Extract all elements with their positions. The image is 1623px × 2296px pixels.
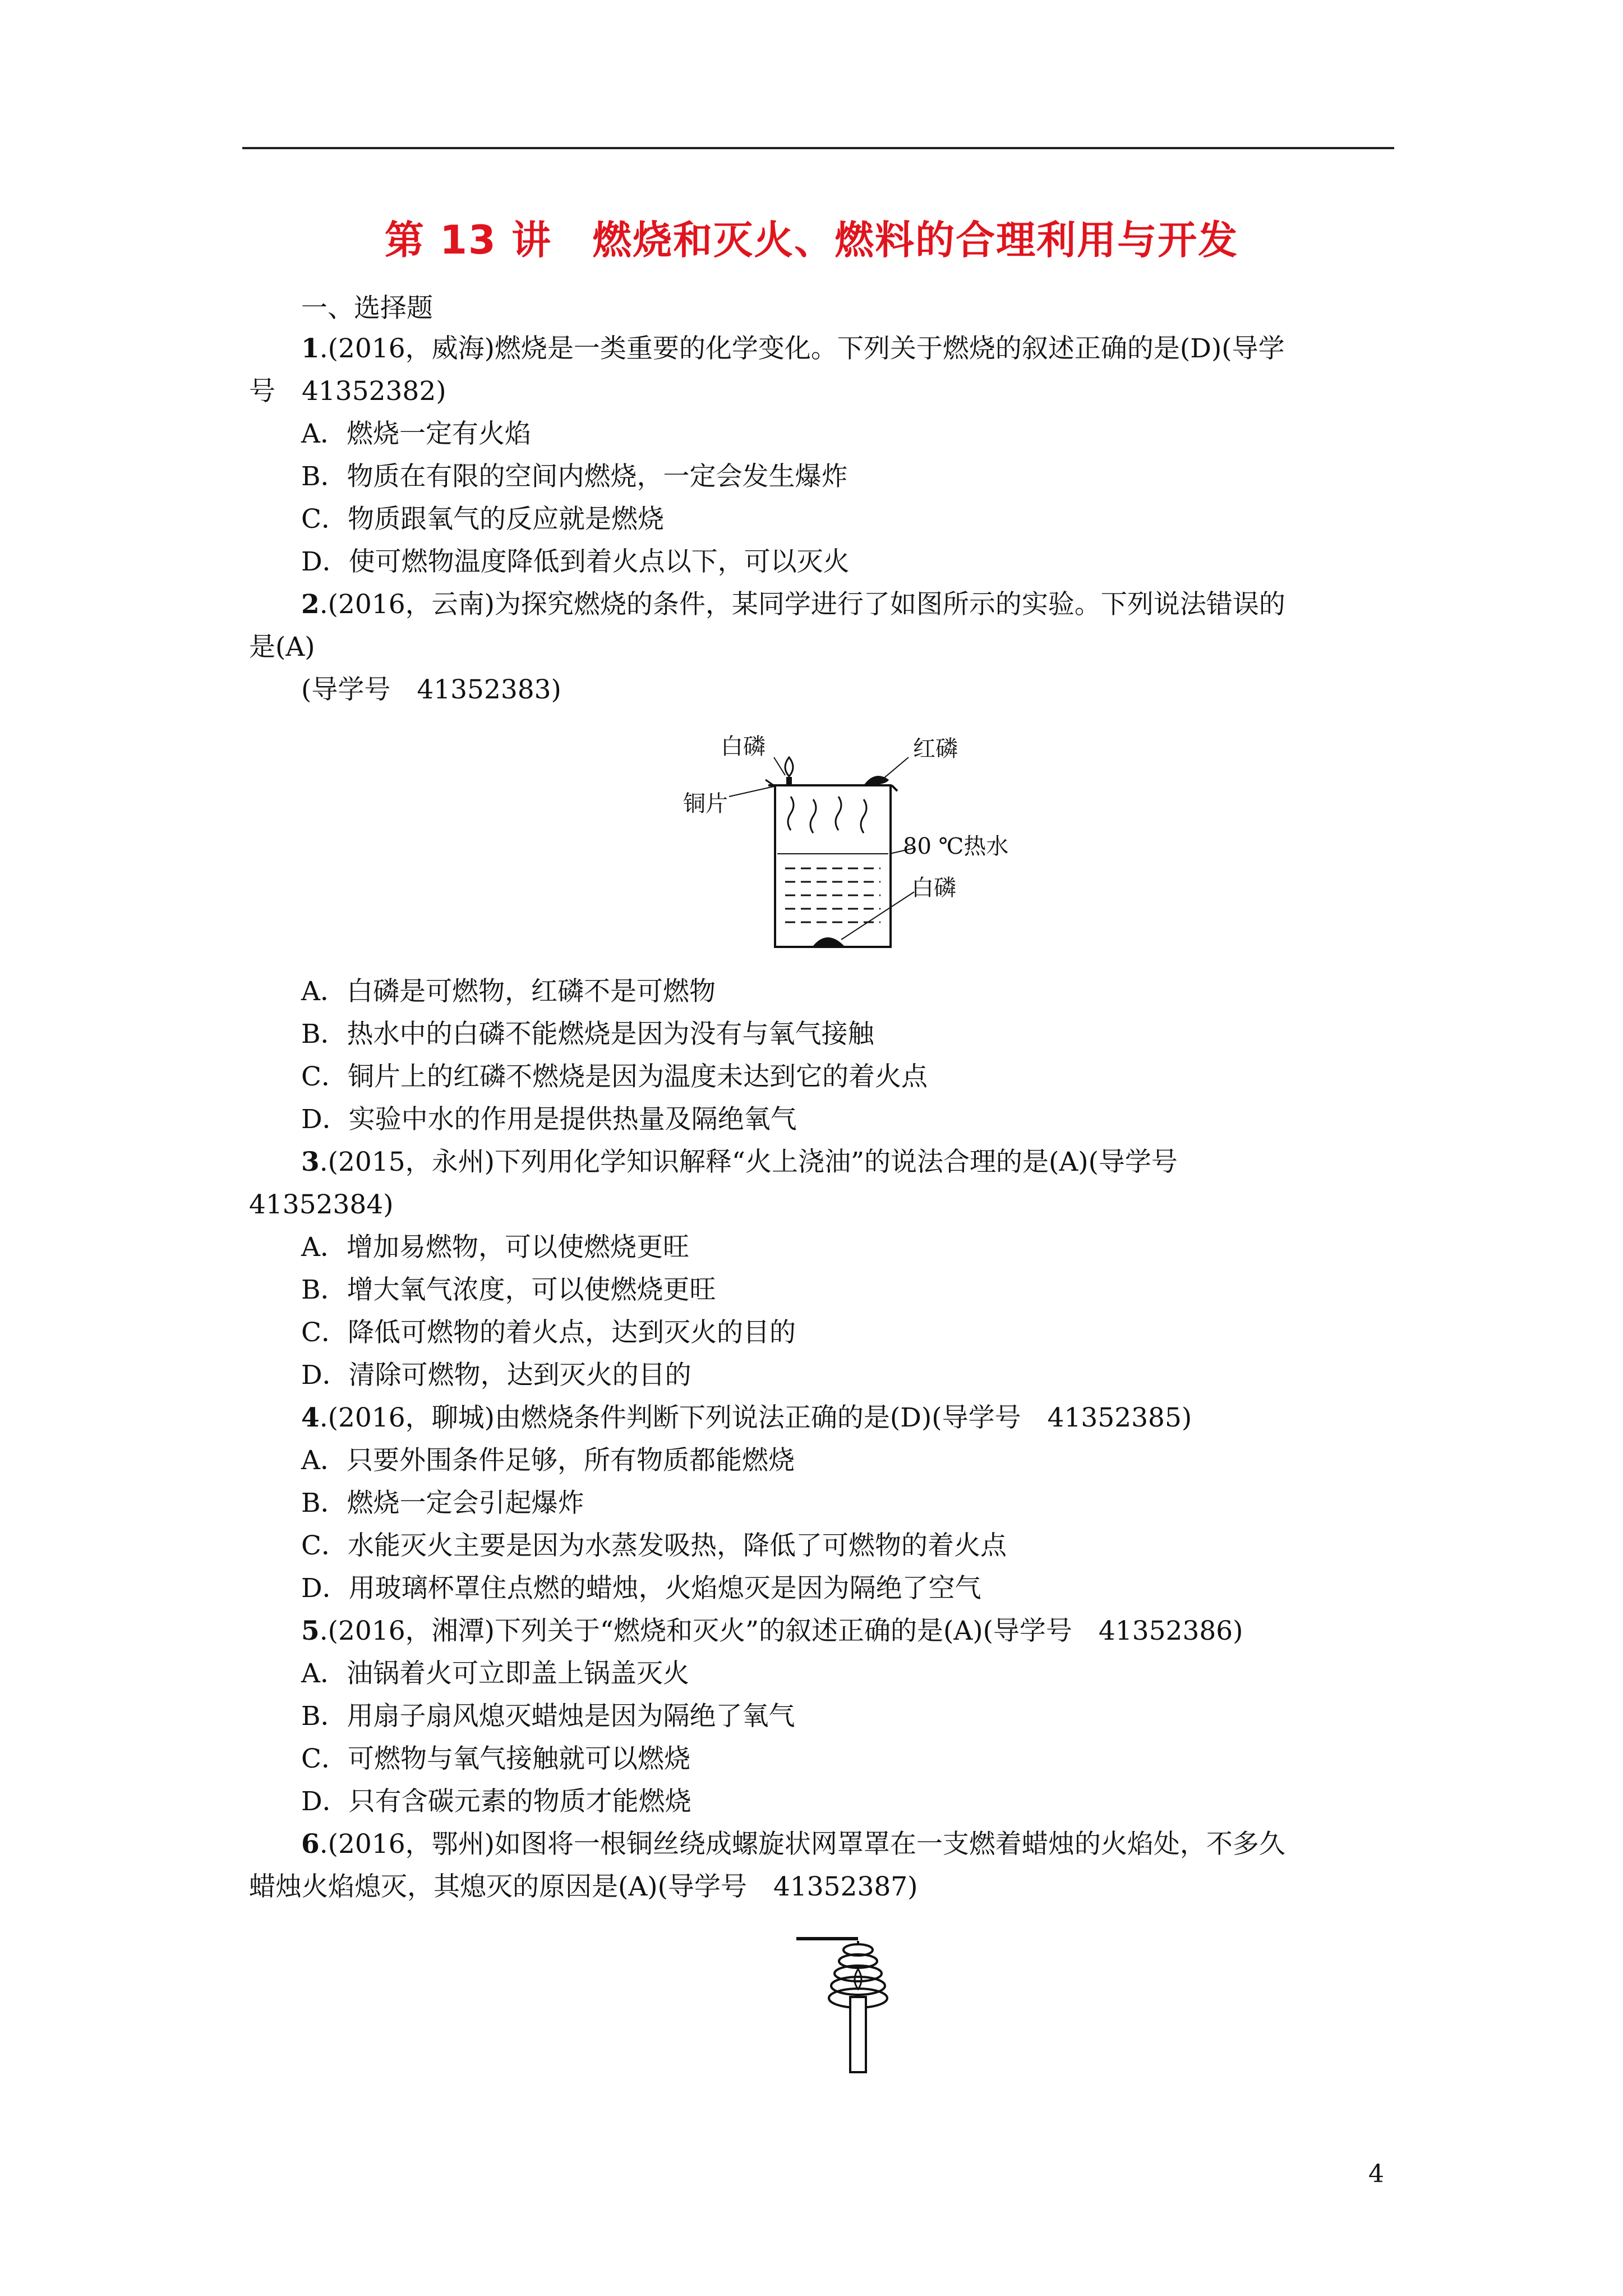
q3-option-d: D．清除可燃物，达到灭火的目的 xyxy=(301,1360,691,1391)
q4-option-c: C．水能灭火主要是因为水蒸发吸热，降低了可燃物的着火点 xyxy=(301,1530,1007,1561)
question-6-line-1 xyxy=(301,1828,1285,1861)
copper-coil-candle-figure xyxy=(785,1930,897,2076)
flame xyxy=(785,757,793,776)
white-phosphorus-top xyxy=(786,777,792,785)
label-white-phosphorus-bottom: 白磷 xyxy=(911,875,956,901)
question-number: 4 xyxy=(301,1402,320,1433)
question-2-line-3: (导学号 41352383) xyxy=(301,674,561,705)
q5-option-c: C．可燃物与氧气接触就可以燃烧 xyxy=(301,1743,690,1774)
q3-option-c: C．降低可燃物的着火点，达到灭火的目的 xyxy=(301,1317,796,1348)
q1-option-c: C．物质跟氧气的反应就是燃烧 xyxy=(301,504,664,535)
candle-body xyxy=(850,1997,866,2072)
q5-option-b: B．用扇子扇风熄灭蜡烛是因为隔绝了氧气 xyxy=(301,1701,795,1732)
question-number: 2 xyxy=(301,589,320,620)
question-number: 3 xyxy=(301,1147,320,1177)
white-phosphorus-bottom xyxy=(813,937,844,946)
q2-option-d: D．实验中水的作用是提供热量及隔绝氧气 xyxy=(301,1104,797,1135)
q4-option-a: A．只要外围条件足够，所有物质都能燃烧 xyxy=(301,1445,795,1476)
question-text: .(2016，云南)为探究燃烧的条件，某同学进行了如图所示的实验。下列说法错误的 xyxy=(319,589,1285,620)
question-text: .(2016，聊城)由燃烧条件判断下列说法正确的是(D)(导学号 41352385) xyxy=(319,1402,1192,1433)
q4-option-d: D．用玻璃杯罩住点燃的蜡烛，火焰熄灭是因为隔绝了空气 xyxy=(301,1573,981,1604)
question-text: .(2016，威海)燃烧是一类重要的化学变化。下列关于燃烧的叙述正确的是(D)(导学 xyxy=(319,333,1285,364)
water-lines xyxy=(785,868,880,922)
section-heading: 一、选择题 xyxy=(301,293,433,324)
q1-option-b: B．物质在有限的空间内燃烧，一定会发生爆炸 xyxy=(301,461,848,492)
header-rule xyxy=(242,147,1394,149)
label-white-phosphorus-top: 白磷 xyxy=(721,734,766,760)
label-copper-plate: 铜片 xyxy=(683,791,728,817)
q1-option-d: D．使可燃物温度降低到着火点以下，可以灭火 xyxy=(301,546,850,577)
q5-option-a: A．油锅着火可立即盖上锅盖灭火 xyxy=(301,1658,689,1689)
q4-option-b: B．燃烧一定会引起爆炸 xyxy=(301,1488,584,1519)
q2-option-a: A．白磷是可燃物，红磷不是可燃物 xyxy=(301,976,716,1007)
question-5-line-1 xyxy=(301,1614,1243,1648)
question-number: 6 xyxy=(301,1829,320,1860)
page-number: 4 xyxy=(1368,2160,1384,2188)
label-hot-water: 80 ℃热水 xyxy=(903,834,1009,859)
q5-option-d: D．只有含碳元素的物质才能燃烧 xyxy=(301,1786,691,1817)
candle-flame xyxy=(855,1969,861,1989)
question-number: 5 xyxy=(301,1616,320,1646)
candle-coil-diagram xyxy=(785,1930,897,2076)
page-title: 第 13 讲 燃烧和灭火、燃料的合理利用与开发 xyxy=(384,217,1239,263)
question-2-line-2: 是(A) xyxy=(249,632,315,662)
q3-option-b: B．增大氧气浓度，可以使燃烧更旺 xyxy=(301,1274,716,1305)
question-2-line-1 xyxy=(301,588,1285,622)
question-text: .(2015，永州)下列用化学知识解释“火上浇油”的说法合理的是(A)(导学号 xyxy=(319,1147,1178,1177)
label-red-phosphorus: 红磷 xyxy=(913,736,958,762)
question-1-line-2: 号 41352382) xyxy=(249,376,446,407)
question-text: .(2016，湘潭)下列关于“燃烧和灭火”的叙述正确的是(A)(导学号 41352386) xyxy=(319,1616,1243,1646)
question-4-line-1 xyxy=(301,1401,1192,1435)
question-6-line-2: 蜡烛火焰熄灭，其熄灭的原因是(A)(导学号 41352387) xyxy=(249,1871,918,1902)
question-number: 1 xyxy=(301,333,320,364)
question-3-line-1 xyxy=(301,1145,1178,1179)
q2-option-b: B．热水中的白磷不能燃烧是因为没有与氧气接触 xyxy=(301,1019,874,1050)
beaker-experiment-figure xyxy=(645,724,1038,959)
question-1-line-1 xyxy=(301,332,1285,366)
question-text: .(2016，鄂州)如图将一根铜丝绕成螺旋状网罩罩在一支燃着蜡烛的火焰处，不多久 xyxy=(319,1829,1285,1860)
q3-option-a: A．增加易燃物，可以使燃烧更旺 xyxy=(301,1232,689,1263)
question-3-line-2: 41352384) xyxy=(249,1189,394,1220)
q2-option-c: C．铜片上的红磷不燃烧是因为温度未达到它的着火点 xyxy=(301,1061,928,1092)
q1-option-a: A．燃烧一定有火焰 xyxy=(301,418,531,449)
steam-curls xyxy=(788,797,866,833)
